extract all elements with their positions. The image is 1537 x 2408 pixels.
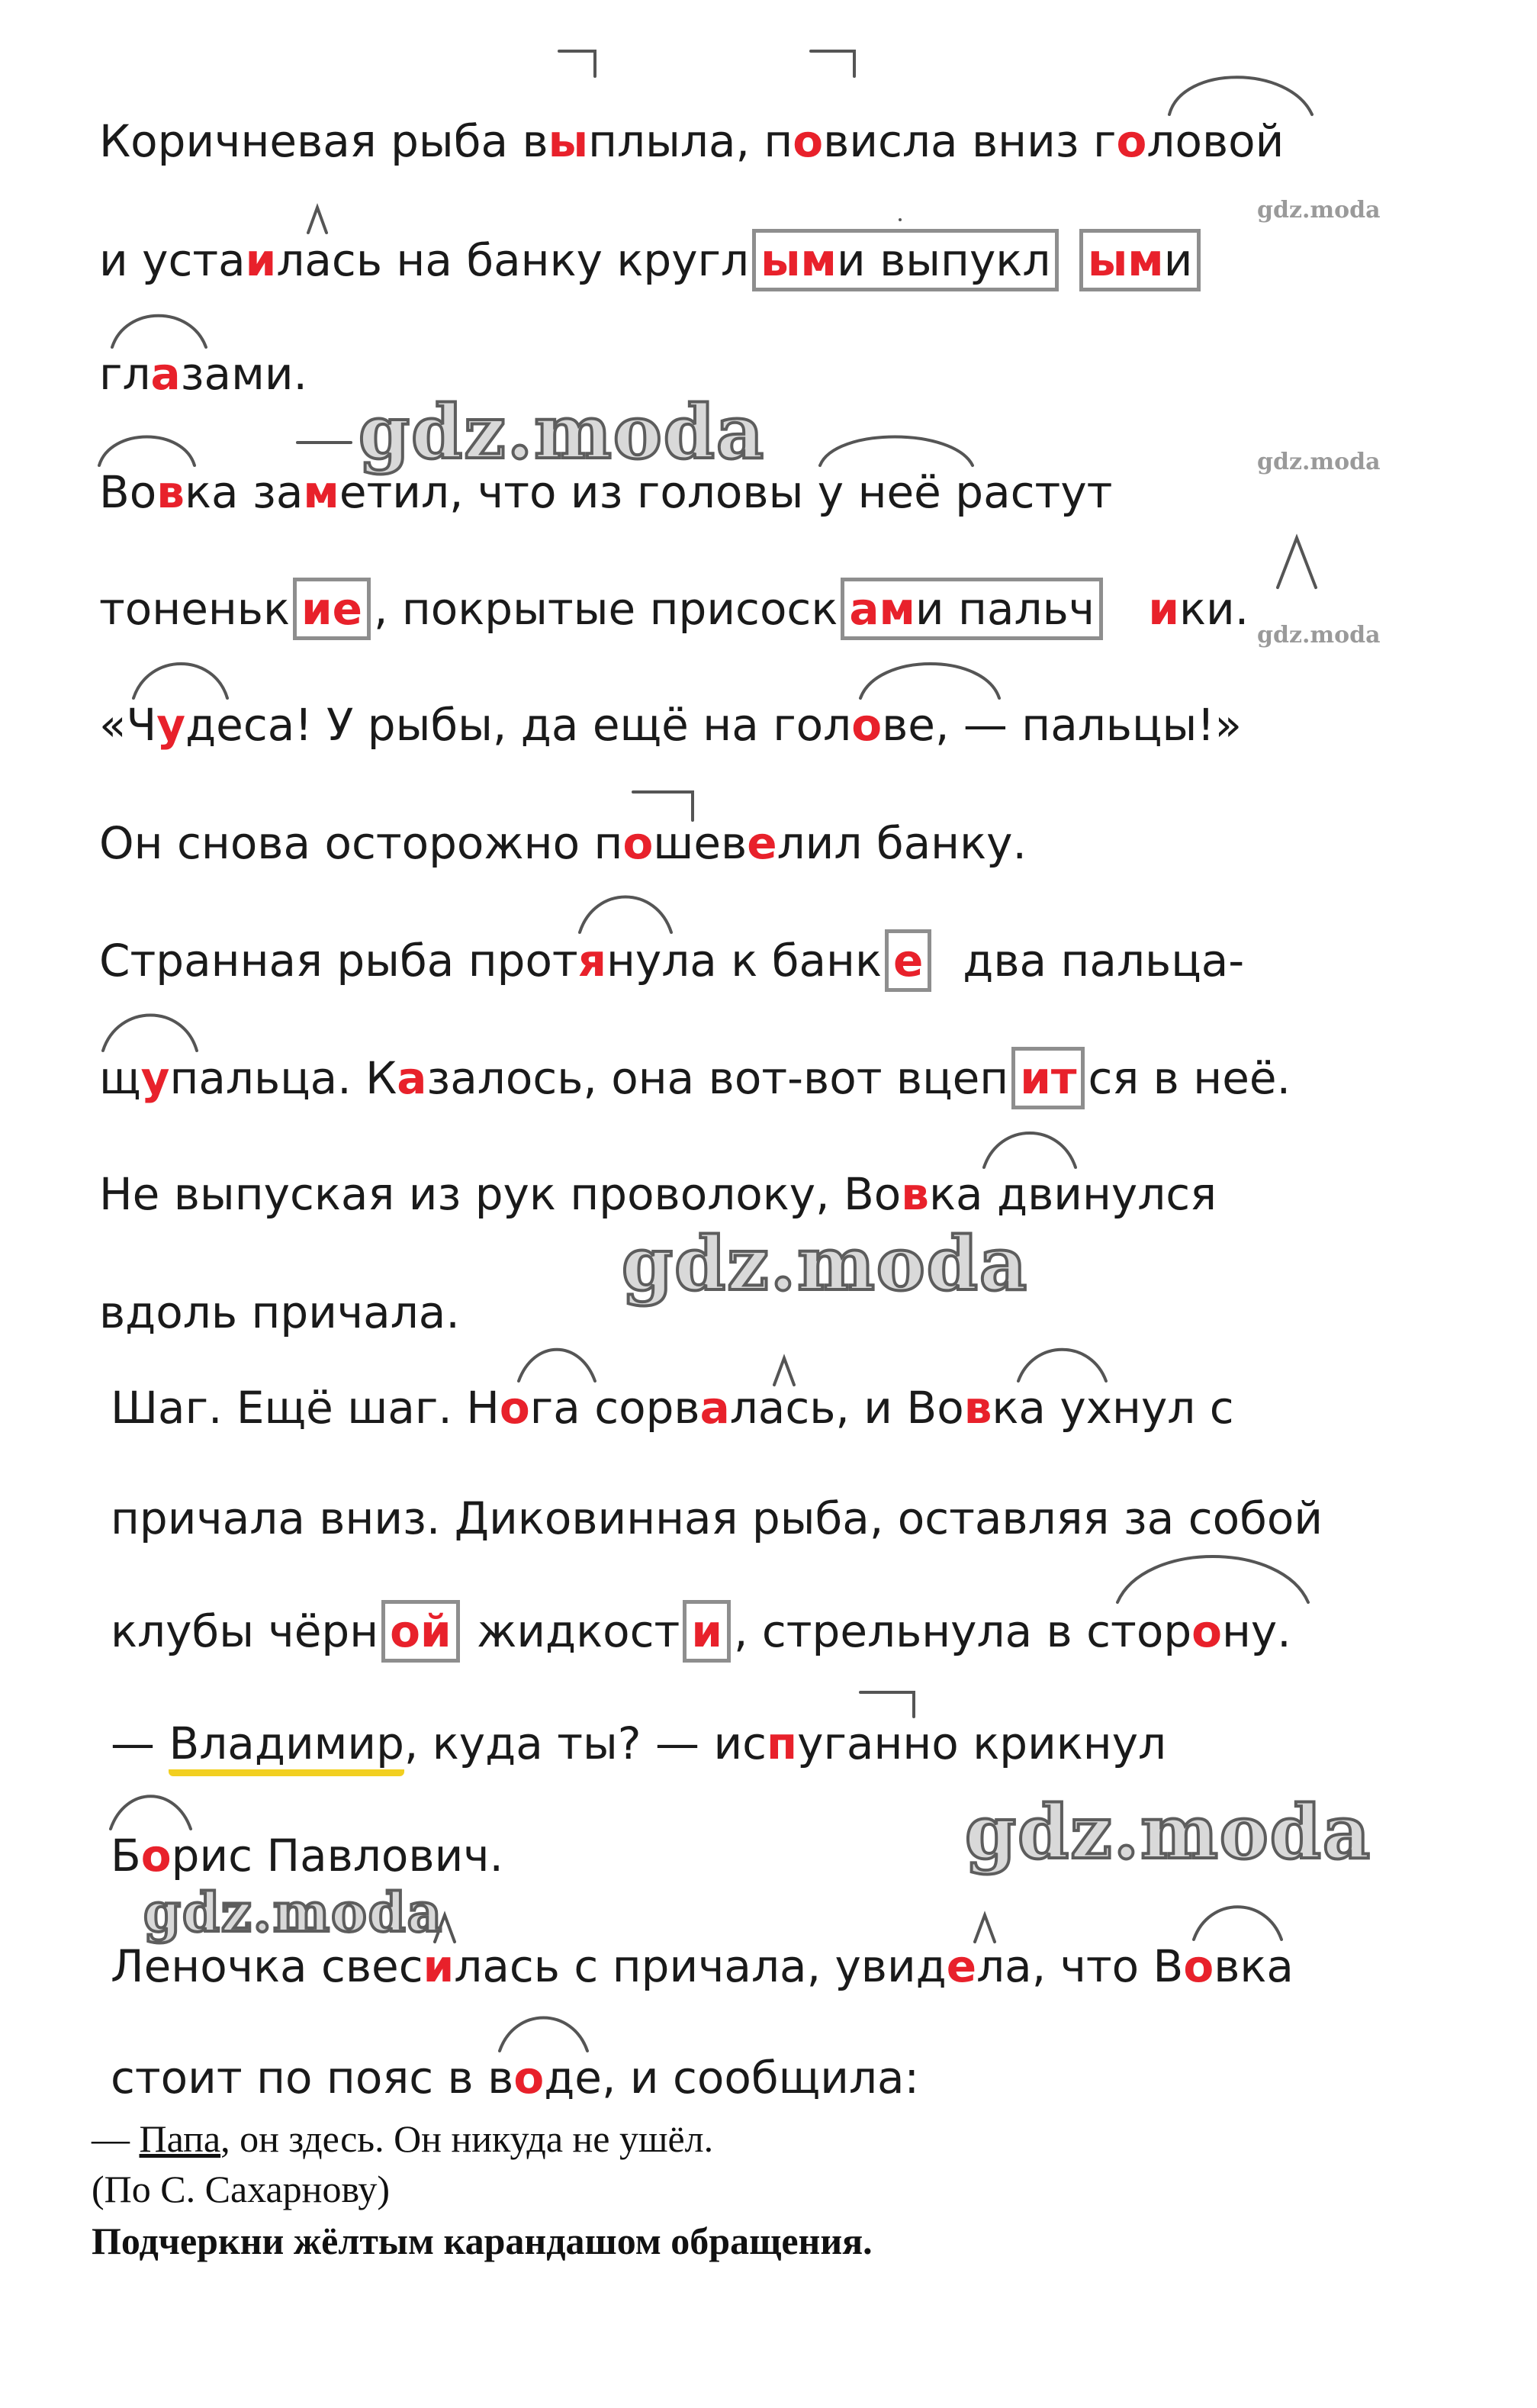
highlighted-letter: о xyxy=(622,817,654,869)
text-fragment: вка xyxy=(1214,1940,1294,1992)
text-fragment: етил, что из го xyxy=(339,466,687,518)
highlighted-letter: м xyxy=(303,466,339,518)
root-arc-mark xyxy=(133,664,227,698)
watermark: gdz.moda xyxy=(622,1221,1029,1307)
root-arc-mark xyxy=(860,664,999,698)
caret-mark xyxy=(774,1358,794,1385)
text-fragment: де, и сообщила: xyxy=(544,2052,920,2104)
highlighted-ending: ым xyxy=(1087,234,1164,286)
caret-mark xyxy=(308,208,326,233)
prefix-hook-mark xyxy=(633,792,693,820)
text-fragment: ну. xyxy=(1222,1605,1291,1657)
watermark-small: gdz.moda xyxy=(1257,449,1381,475)
highlighted-letter: а xyxy=(699,1382,730,1434)
highlighted-letter: и xyxy=(245,234,277,286)
text-fragment: шев xyxy=(653,817,748,869)
text-fragment: Во xyxy=(99,466,157,518)
text-fragment: — xyxy=(111,1717,169,1769)
text-fragment: и выпукл xyxy=(836,234,1051,286)
address-word-underlined: Папа xyxy=(139,2117,221,2160)
task-instruction: Подчеркни жёлтым карандашом обращения. xyxy=(92,2220,873,2262)
text-fragment: ка за xyxy=(184,466,304,518)
prefix-hook-mark xyxy=(559,51,595,76)
watermark-small: gdz.moda xyxy=(1257,197,1381,224)
text-fragment: деса! У рыбы, да ещё на гол xyxy=(185,699,852,751)
prefix-hook-mark xyxy=(860,1692,914,1717)
root-arc-mark xyxy=(103,1016,197,1051)
highlighted-letter: и xyxy=(423,1940,455,1992)
watermark: gdz.moda xyxy=(965,1789,1372,1875)
text-fragment: л xyxy=(687,466,715,518)
text-fragment: тоненьк xyxy=(99,583,291,635)
text-fragment: Б xyxy=(111,1830,141,1882)
text-fragment: ки. xyxy=(1178,583,1249,635)
text-fragment: гл xyxy=(99,348,151,400)
text-fragment: стоит по пояс в в xyxy=(111,2052,514,2104)
text-fragment: причала вниз. Диковинная рыба, оставляя за собой xyxy=(111,1492,1323,1544)
root-arc-mark xyxy=(580,897,671,933)
highlighted-ending: ие xyxy=(301,583,362,635)
text-fragment: ловой xyxy=(1146,115,1285,167)
root-arc-mark xyxy=(1117,1557,1308,1602)
text-fragment: Не выпуская из рук проволоку, Во xyxy=(99,1168,902,1220)
text-fragment: жидкост xyxy=(477,1605,680,1657)
source-attribution: (По С. Сахарнову) xyxy=(92,2168,390,2210)
highlighted-letter: о xyxy=(1191,1605,1223,1657)
text-fragment: висла вниз г xyxy=(823,115,1117,167)
highlighted-letter: о xyxy=(140,1830,172,1882)
root-arc-mark xyxy=(1018,1350,1106,1381)
text-fragment: , стрельнула в стор xyxy=(733,1605,1192,1657)
highlighted-letter: о xyxy=(793,115,824,167)
highlighted-letter: о xyxy=(499,1382,530,1434)
text-fragment: га сорв xyxy=(529,1382,700,1434)
text-fragment: овы у неё растут xyxy=(715,466,1113,518)
watermark: gdz.moda xyxy=(143,1881,444,1944)
highlighted-letter: о xyxy=(1116,115,1147,167)
root-arc-mark xyxy=(984,1133,1076,1167)
highlighted-ending: ым xyxy=(760,234,837,286)
address-word-underlined: Владимир xyxy=(169,1717,404,1776)
text-fragment: и xyxy=(1163,234,1193,286)
root-arc-mark xyxy=(111,1796,191,1829)
highlighted-letter: а xyxy=(150,348,181,400)
text-fragment: Странная рыба прот xyxy=(99,935,578,987)
text-fragment: лась, и Во xyxy=(729,1382,964,1434)
text-fragment: и пальч xyxy=(915,583,1095,635)
text-fragment: Он снова осторожно п xyxy=(99,817,623,869)
text-fragment: ка ухнул с xyxy=(992,1382,1234,1434)
root-arc-mark xyxy=(820,437,973,466)
text-fragment: зами. xyxy=(180,348,307,400)
text-fragment: нула к банк xyxy=(606,935,883,987)
text-fragment: , куда ты? — ис xyxy=(404,1717,767,1769)
watermark-small: gdz.moda xyxy=(1257,622,1381,649)
highlighted-ending: ой xyxy=(390,1605,452,1657)
root-arc-mark xyxy=(500,2018,587,2052)
highlighted-letter: у xyxy=(140,1052,170,1104)
root-arc-mark xyxy=(519,1350,595,1381)
text-fragment: два пальца- xyxy=(963,935,1245,987)
text-fragment: Коричневая рыба в xyxy=(99,115,548,167)
highlighted-letter: и xyxy=(1148,583,1179,635)
highlighted-letter: е xyxy=(747,817,777,869)
text-fragment: , покрытые присоск xyxy=(374,583,838,635)
highlighted-letter: я xyxy=(577,935,606,987)
caret-mark xyxy=(975,1915,995,1942)
text-fragment: , он здесь. Он никуда не ушёл. xyxy=(220,2117,714,2160)
highlighted-letter: в xyxy=(156,466,185,518)
text-fragment: ся в неё. xyxy=(1088,1052,1291,1104)
text-fragment: лил банку. xyxy=(777,817,1027,869)
highlighted-letter: е xyxy=(946,1940,977,1992)
caret-mark xyxy=(1278,538,1316,588)
highlighted-letter: у xyxy=(156,699,186,751)
text-fragment: ве, — пальцы!» xyxy=(882,699,1242,751)
highlighted-letter: в xyxy=(901,1168,929,1220)
text-fragment: пальца. К xyxy=(169,1052,397,1104)
text-fragment: вдоль причала. xyxy=(99,1286,460,1338)
text-fragment: лась на банку кругл xyxy=(276,234,750,286)
text-fragment: — xyxy=(92,2117,140,2160)
text-fragment: и уста xyxy=(99,234,246,286)
text-fragment: клубы чёрн xyxy=(111,1605,379,1657)
root-arc-mark xyxy=(112,316,206,347)
text-fragment: уганно крикнул xyxy=(797,1717,1167,1769)
highlighted-ending: ам xyxy=(849,583,915,635)
text-fragment: ка двинулся xyxy=(928,1168,1217,1220)
highlighted-letter: п xyxy=(767,1717,798,1769)
highlighted-letter: ы xyxy=(548,115,589,167)
prefix-hook-mark xyxy=(811,51,854,76)
highlighted-letter: о xyxy=(851,699,883,751)
text-fragment: Леночка свес xyxy=(111,1940,423,1992)
text-fragment: ла, что В xyxy=(976,1940,1184,1992)
text-fragment: рис Павлович. xyxy=(171,1830,503,1882)
watermark: gdz.moda xyxy=(359,389,766,475)
root-arc-mark xyxy=(1194,1907,1281,1940)
text-fragment: щ xyxy=(99,1052,141,1104)
highlighted-letter: в xyxy=(963,1382,992,1434)
text-fragment: «Ч xyxy=(99,699,157,751)
text-fragment: плыла, п xyxy=(588,115,793,167)
root-arc-mark xyxy=(1169,77,1312,114)
highlighted-ending: е xyxy=(893,935,924,987)
highlighted-ending: ит xyxy=(1020,1052,1077,1104)
highlighted-letter: а xyxy=(397,1052,427,1104)
text-fragment: залось, она вот-вот вцеп xyxy=(426,1052,1009,1104)
highlighted-letter: о xyxy=(1183,1940,1214,1992)
highlighted-ending: и xyxy=(691,1605,722,1657)
text-fragment: лась с причала, увид xyxy=(454,1940,947,1992)
highlighted-letter: о xyxy=(513,2052,545,2104)
root-arc-mark xyxy=(99,437,195,466)
text-fragment: Шаг. Ещё шаг. Н xyxy=(111,1382,500,1434)
